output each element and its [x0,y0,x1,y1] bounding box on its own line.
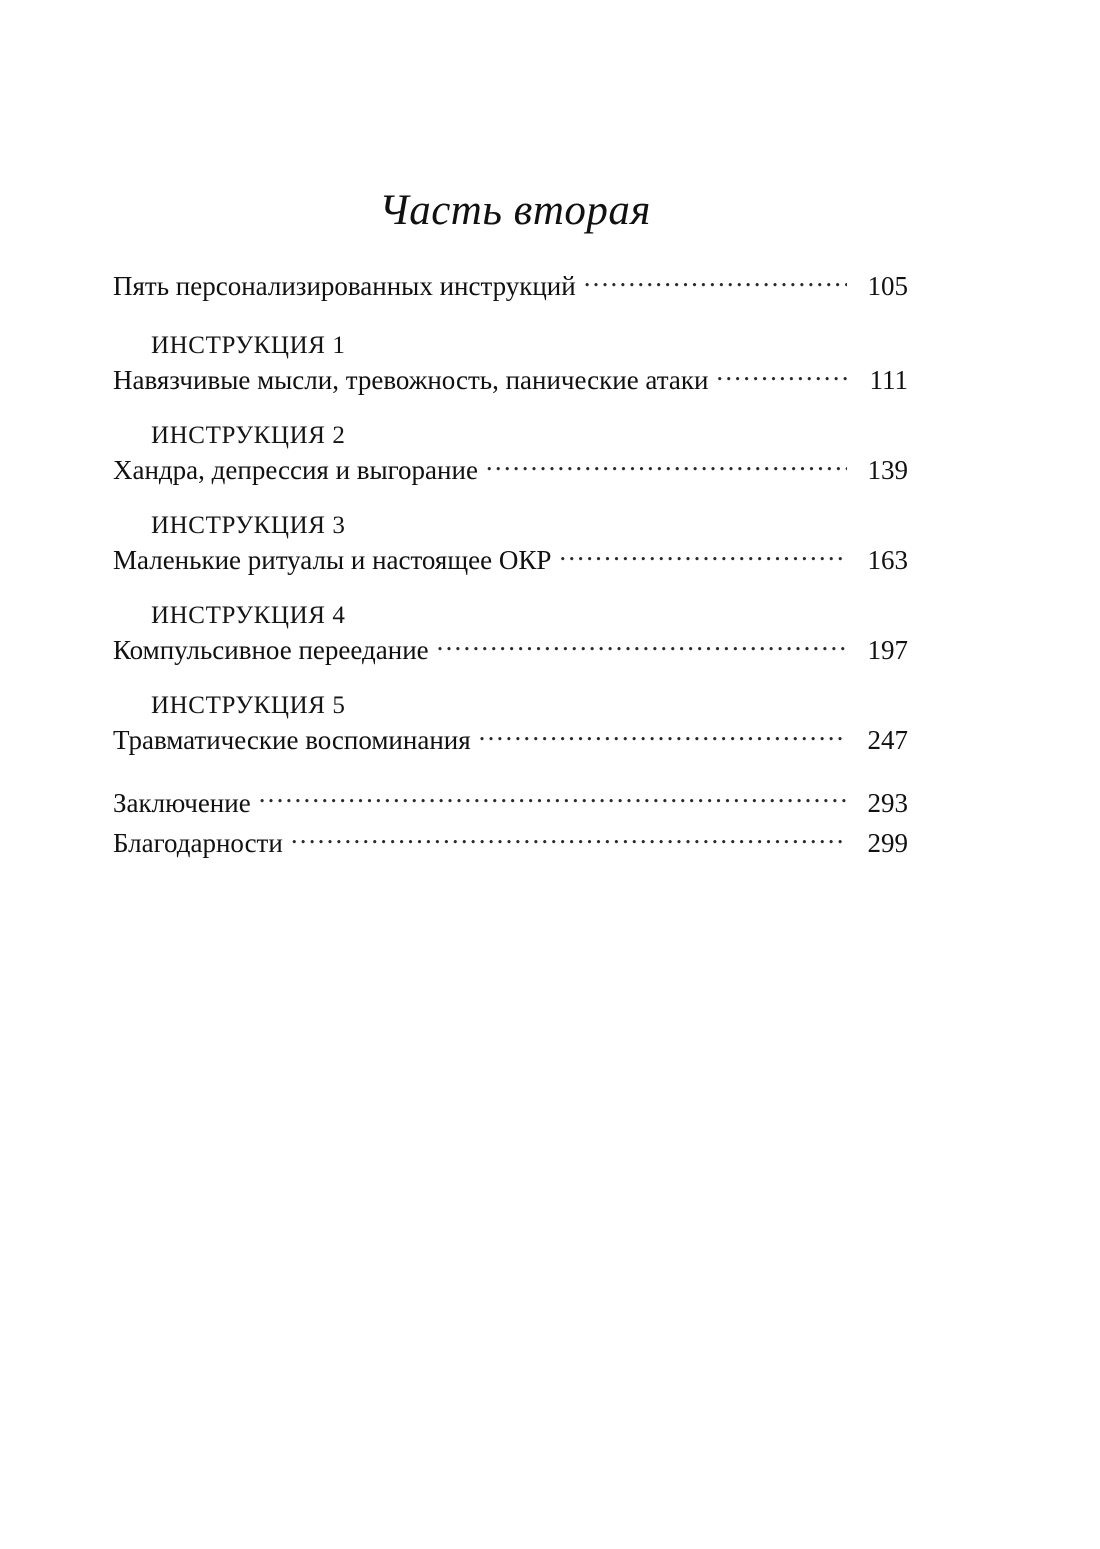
toc-entry-page-number: 139 [867,455,908,486]
instruction-label-4: ИНСТРУКЦИЯ 4 [151,602,346,630]
dot-leader [479,722,847,749]
dot-leader [584,268,847,295]
toc-group-instruction-3 [113,510,908,578]
toc-entry-title: Заключение [113,787,251,818]
toc-entry-title: Благодарности [113,827,283,858]
part-title: Часть вторая [379,187,651,234]
toc-entry-instruction-4[interactable] [113,632,908,668]
toc-entry-acknowledgements[interactable] [113,825,908,861]
toc-group-tail [113,785,908,861]
dot-leader [486,452,847,479]
dot-leader [259,785,847,812]
table-of-contents [113,268,908,865]
toc-entry-page-number: 299 [867,827,908,858]
toc-entry-page-number: 163 [867,545,908,576]
toc-entry-lead[interactable] [113,268,908,304]
instruction-label-1: ИНСТРУКЦИЯ 1 [151,332,346,360]
toc-entry-instruction-5[interactable] [113,722,908,758]
toc-entry-instruction-1[interactable] [113,362,908,398]
toc-entry-page-number: 111 [869,365,908,396]
dot-leader [437,632,847,659]
toc-entry-page-number: 197 [867,635,908,666]
toc-entry-title: Пять персонализированных инструкций [113,271,576,301]
toc-group-instruction-2 [113,420,908,488]
toc-entry-page-number: 247 [867,725,908,756]
toc-entry-instruction-2[interactable] [113,452,908,488]
toc-entry-title: Компульсивное переедание [113,635,429,666]
instruction-label-5: ИНСТРУКЦИЯ 5 [151,692,346,720]
toc-entry-page-number: 293 [867,787,908,818]
instruction-label-2: ИНСТРУКЦИЯ 2 [151,422,346,450]
toc-entry-title: Навязчивые мысли, тревожность, панические атаки [113,365,709,396]
toc-group-instruction-4 [113,600,908,668]
dot-leader [291,825,847,852]
toc-entry-conclusion[interactable] [113,785,908,821]
dot-leader [559,542,847,569]
toc-entry-instruction-3[interactable] [113,542,908,578]
toc-entry-title: Маленькие ритуалы и настоящее ОКР [113,545,552,576]
toc-entry-title: Травматические воспоминания [113,725,471,756]
toc-entry-page-number: 105 [867,271,908,301]
dot-leader [716,362,847,389]
toc-group-instruction-5 [113,690,908,758]
toc-group-instruction-1 [113,330,908,398]
toc-entry-title: Хандра, депрессия и выгорание [113,455,478,486]
instruction-label-3: ИНСТРУКЦИЯ 3 [151,512,346,540]
